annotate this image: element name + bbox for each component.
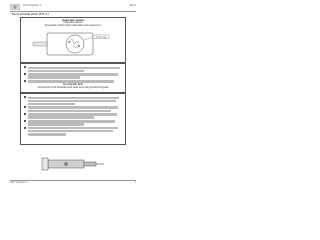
box-line-2: Pergerakan molekul boleh ditunjukkan oleh eksperimen (44, 25, 102, 28)
bullet-icon (24, 80, 26, 82)
diagram-label: Zarah asap (95, 36, 107, 39)
bullet-icon (24, 113, 26, 115)
bullet-icon (24, 73, 26, 75)
list-item (24, 80, 122, 84)
bullet-icon (24, 106, 26, 108)
theory-points-box (20, 93, 126, 145)
page-header (10, 4, 136, 10)
list-item (24, 106, 122, 113)
header-chapter: Bab 4 (129, 4, 136, 7)
footer-divider (10, 180, 136, 181)
list-item (24, 126, 122, 136)
list-item (24, 119, 122, 126)
bullet-icon (24, 66, 26, 68)
syringe-diagram (38, 152, 106, 176)
bullet-icon (24, 127, 26, 129)
theory-heading: Teori Kinetik Jirim (63, 84, 83, 87)
explanation-box (20, 63, 126, 93)
list-item (24, 66, 122, 73)
school-logo-icon (10, 4, 20, 10)
page-number: 1 (134, 182, 136, 184)
list-item (24, 113, 122, 120)
page-footer (10, 182, 136, 184)
footer-text: Fizik Tingkatan 4 ... (10, 182, 30, 184)
brownian-motion-diagram (27, 28, 121, 62)
theory-statement: Semua jirim terdiri daripada zarah-zarah kecil yang sentiasa bergerak (37, 87, 109, 90)
box-line-1: Pergerakan Brown (63, 22, 83, 25)
bullet-icon (24, 96, 26, 98)
box-title: Pergerakan molekul (62, 19, 84, 22)
kinetic-box (20, 17, 126, 63)
list-item (24, 96, 122, 106)
bullet-icon (24, 120, 26, 122)
header-title: Fizik Tingkatan 4 (23, 4, 41, 7)
section-title: Teori Kinetik Jirim (T.K.J.) (12, 12, 49, 16)
list-item (24, 73, 122, 80)
